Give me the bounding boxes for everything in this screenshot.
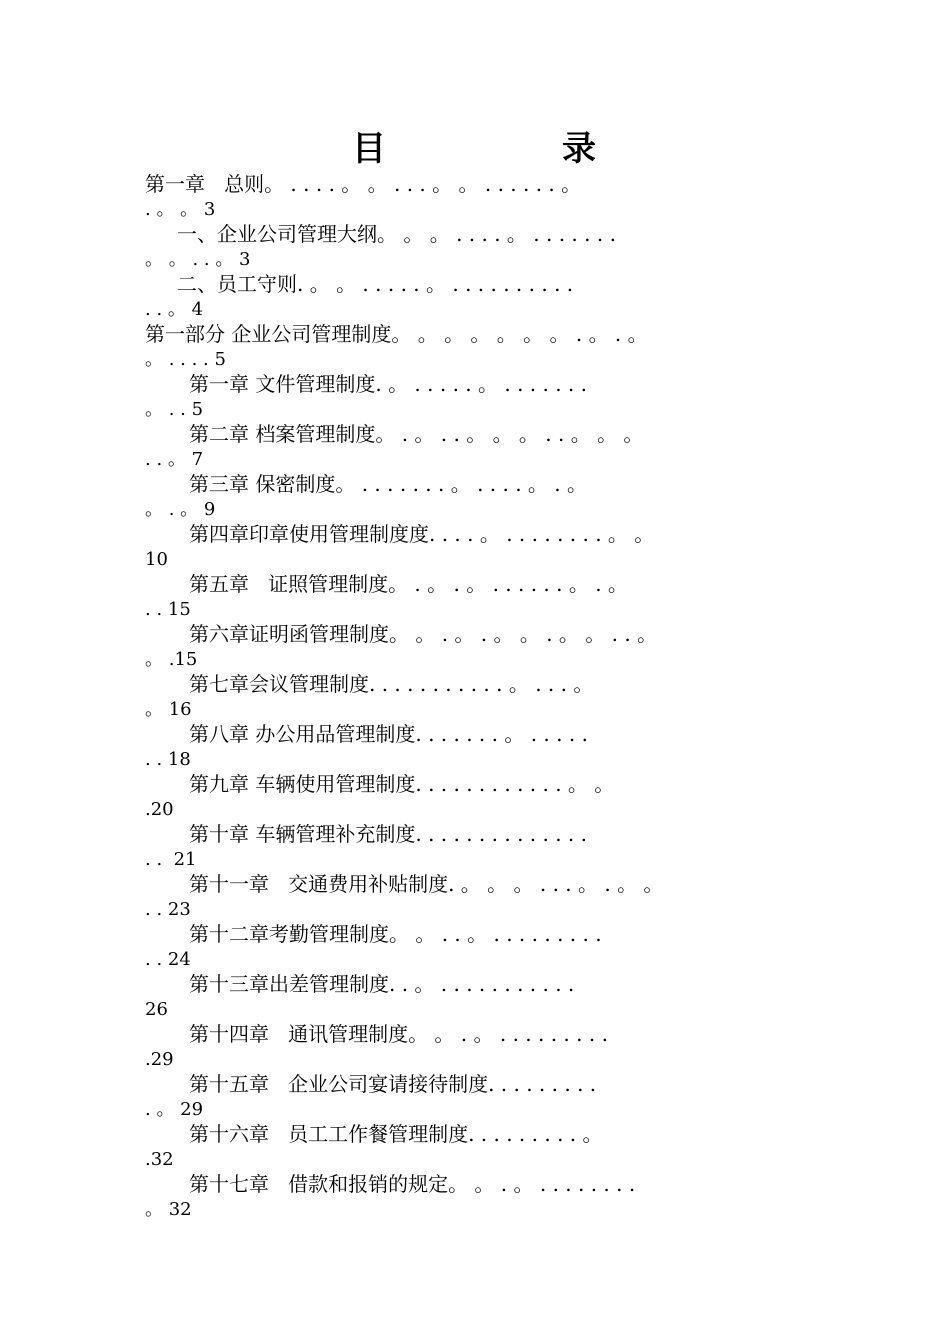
- toc-entry[interactable]: [145, 672, 825, 722]
- toc-entry-text: 第六章证明函管理制度。 。 . 。 . 。 。 . 。 。 . . 。: [189, 622, 658, 646]
- toc-entry-page: 。 . . . . 5: [145, 349, 226, 370]
- toc-entry-text: 第十七章 借款和报销的规定。 。 . 。 . . . . . . . .: [189, 1172, 636, 1196]
- toc-entry-text: 第一章 总则。 . . . . 。 。 . . . 。 。 . . . . . . 。: [145, 172, 582, 196]
- toc-entry-page: 。 . . 5: [145, 399, 204, 420]
- toc-entry-text: 第一章 文件管理制度. 。 . . . . . 。 . . . . . . .: [189, 372, 588, 396]
- toc-entry[interactable]: [145, 322, 825, 372]
- toc-entry[interactable]: [145, 772, 825, 822]
- toc-entry[interactable]: [145, 872, 825, 922]
- toc-entry-page: 。 16: [145, 699, 192, 720]
- toc-entry-text: 第十五章 企业公司宴请接待制度. . . . . . . . .: [189, 1072, 597, 1096]
- toc-entry-text: 一、企业公司管理大纲。 。 。 . . . . 。 . . . . . . .: [177, 222, 616, 246]
- toc-entry-text: 第七章会议管理制度. . . . . . . . . . . 。 . . . 。: [189, 672, 594, 696]
- toc-entry[interactable]: [145, 422, 825, 472]
- toc-entry-text: 第十四章 通讯管理制度。 。 . 。 . . . . . . . . .: [189, 1022, 608, 1046]
- toc-entry-page: . . 23: [145, 899, 191, 920]
- toc-entry[interactable]: [145, 972, 825, 1022]
- toc-entry-text: 二、员工守则. 。 。 . . . . . 。 . . . . . . . . . .: [177, 272, 574, 296]
- toc-entry-page: . . 18: [145, 749, 191, 770]
- toc-entry-text: 第十六章 员工工作餐管理制度. . . . . . . . . 。: [189, 1122, 603, 1146]
- toc-entry-page: . . 24: [145, 949, 191, 970]
- toc-entry[interactable]: [145, 622, 825, 672]
- toc-entry-text: 第一部分 企业公司管理制度。 。 。 。 。 。 。 . 。 . 。: [145, 322, 648, 346]
- toc-entry[interactable]: [145, 1022, 825, 1072]
- toc-entry-page: 26: [145, 999, 168, 1020]
- toc-entry[interactable]: [145, 1072, 825, 1122]
- toc-entry-text: 第十三章出差管理制度. . 。 . . . . . . . . . . .: [189, 972, 575, 996]
- toc-entry[interactable]: [145, 172, 825, 222]
- toc-entry-page: 。 32: [145, 1199, 192, 1220]
- toc-entry-text: 第九章 车辆使用管理制度. . . . . . . . . . . . 。 。: [189, 772, 615, 796]
- toc-entry-text: 第十二章考勤管理制度。 。 . . 。 . . . . . . . . .: [189, 922, 602, 946]
- toc-entry-page: .32: [145, 1149, 174, 1170]
- toc-title-char-2: 录: [562, 129, 596, 169]
- toc-entry-text: 第十章 车辆管理补充制度. . . . . . . . . . . . . .: [189, 822, 588, 846]
- toc-entry-text: 第十一章 交通费用补贴制度. 。 。 。 . . . 。 . 。 。: [189, 872, 664, 896]
- toc-entry-page: . . 15: [145, 599, 191, 620]
- toc-entry[interactable]: [145, 222, 825, 272]
- toc-entry-text: 第二章 档案管理制度。 . 。 . . 。 。 。 . . 。 。 。: [189, 422, 644, 446]
- toc-entry-page: . . 。 4: [145, 299, 204, 320]
- toc-entry[interactable]: [145, 1172, 825, 1222]
- toc-entry-page: . . 21: [145, 849, 197, 870]
- toc-entry-page: 。 。 . . 。 3: [145, 249, 251, 270]
- table-of-contents: [145, 172, 825, 1222]
- toc-entry[interactable]: [145, 922, 825, 972]
- toc-entry-page: . 。 。 3: [145, 199, 216, 220]
- toc-title-char-1: 目: [352, 129, 386, 169]
- toc-entry[interactable]: [145, 272, 825, 322]
- toc-entry-page: .29: [145, 1049, 174, 1070]
- toc-entry[interactable]: [145, 822, 825, 872]
- toc-entry-page: .20: [145, 799, 174, 820]
- toc-entry[interactable]: [145, 722, 825, 772]
- toc-entry-text: 第四章印章使用管理制度度. . . . 。 . . . . . . . . 。 。: [189, 522, 655, 546]
- toc-entry-page: . 。 29: [145, 1099, 204, 1120]
- toc-entry-page: 。 . 。 9: [145, 499, 216, 520]
- toc-entry[interactable]: [145, 1122, 825, 1172]
- toc-entry[interactable]: [145, 572, 825, 622]
- toc-entry[interactable]: [145, 372, 825, 422]
- toc-entry-text: 第八章 办公用品管理制度. . . . . . . 。 . . . . .: [189, 722, 588, 746]
- toc-entry-text: 第五章 证照管理制度。 . 。 . 。 . . . . . . 。 . 。: [189, 572, 628, 596]
- toc-entry-page: 10: [145, 549, 168, 570]
- toc-entry[interactable]: [145, 472, 825, 522]
- toc-entry-page: 。 .15: [145, 649, 198, 670]
- toc-entry-page: . . 。 7: [145, 449, 204, 470]
- toc-entry[interactable]: [145, 522, 825, 572]
- toc-entry-text: 第三章 保密制度。 . . . . . . . 。 . . . . 。 . 。: [189, 472, 588, 496]
